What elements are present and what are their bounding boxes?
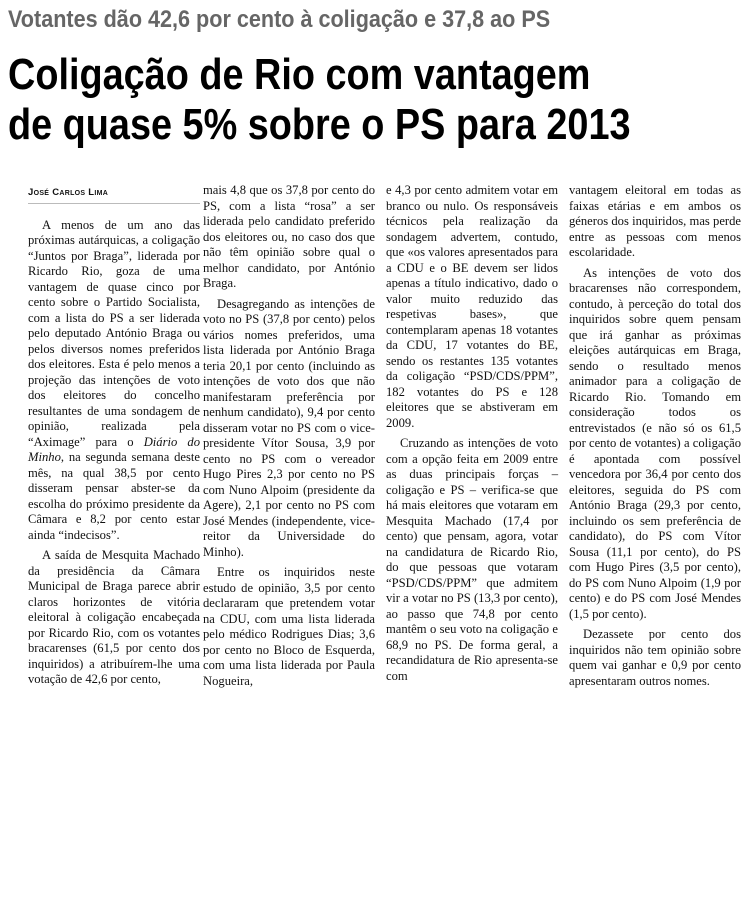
paragraph: vantagem eleitoral em todas as faixas etárias e em ambos os géneros dos inquiridos, mas perde entre as pessoas com menos escolaridade. (569, 183, 741, 259)
paragraph: Cruzando as intenções de voto com a opção feita em 2009 entre as duas principais forças – coligação e PS – verifica-se que há mais eleitores que votaram em Mesquita Machado (17,4 por cento) que pensam, agora, votar na candidatura de Ricardo Rio, do que pessoas que votaram “PSD/CDS/PPM” que admitem vir a votar no PS (13,3 por cento), ao passo que 74,8 por cento mantêm o seu voto na coligação e 68,9 no PS. De forma geral, a recandidatura de Rio apresenta-se com (386, 436, 558, 683)
paragraph: Desagregando as intenções de voto no PS (37,8 por cento) pelos vários nomes preferidos, uma lista liderada por António Braga teria 20,1 por cento (incluindo as intenções de voto dos que não manifestaram preferência por nenhum candidato), 9,4 por cento disseram votar no PS com o vice-presidente Vítor Sousa, 3,9 por cento no PS com o vereador Hugo Pires 2,3 por cento no PS com Nuno Alpoim (presidente da Agere), 2,1 por cento no PS com José Mendes (independente, vice-reitor da Universidade do Minho). (203, 296, 375, 559)
paragraph (28, 218, 200, 544)
paragraph-text: , na segunda semana deste mês, na qual 38,5 por cento disseram pensar abster-se da escolha do próximo presidente da Câmara e 8,2 por cento estar ainda “indecisos”. (28, 450, 200, 542)
article-column-3 (386, 183, 558, 689)
paragraph: e 4,3 por cento admitem votar em branco ou nulo. Os responsáveis técnicos pela realização da sondagem advertem, contudo, que «os valores apresentados para a CDU e o BE devem ser lidos apenas a título indicativo, dado o valor muito reduzido das respetivas bases», que contemplaram apenas 18 votantes da CDU, 17 votantes do BE, sendo os restantes 135 votantes da coligação “PSD/CDS/PPM”, 182 votantes do PS e 128 eleitores que se abstiveram em 2009. (386, 183, 558, 430)
paragraph: mais 4,8 que os 37,8 por cento do PS, com a lista “rosa” a ser liderada pelo candidato preferido dos eleitores ou, no caso dos que não têm opinião sobre qual o melhor candidato, por António Braga. (203, 183, 375, 290)
headline (8, 50, 644, 150)
headline-line-1: Coligação de Rio com vantagem (8, 50, 591, 99)
paragraph-text: A menos de um ano das próximas autárquicas, a coligação “Juntos por Braga”, liderada por Ricardo Rio, goza de uma vantagem de quase cinco por cento sobre o Partido Socialista, com a lista do PS a ser liderada pelo deputado António Braga ou pelos diversos nomes preferidos dos eleitores. Esta é pelo menos a projeção das intenções de voto dos eleitores do concelho resultantes de uma sondagem de opinião, realizada pela “Aximage” para o (28, 217, 200, 449)
paragraph: Dezassete por cento dos inquiridos não tem opinião sobre quem vai ganhar e 0,9 por cento apresentaram outros nomes. (569, 627, 741, 688)
kicker-subtitle: Votantes dão 42,6 por cento à coligação e 37,8 ao PS (8, 6, 551, 33)
byline: José Carlos Lima (28, 185, 200, 204)
newspaper-name: Diário do Minho (28, 434, 200, 464)
paragraph: As intenções de voto dos bracarenses não correspondem, contudo, à perceção do total dos inquiridos sobre quem pensam que irá ganhar as próximas eleições autárquicas em Braga, sendo o resultado menos animador para a coligação de Ricardo Rio. Tomando em consideração todos os entrevistados (e não só os 61,5 por cento de votantes) a coligação é apontada com possível vencedora por 36,4 por cento dos eleitores, seguida do PS com António Braga (29,3 por cento, incluindo os sem preferência de candidato), do PS com Vítor Sousa (11,1 por cento), do PS com Hugo Pires (3,5 por cento), do PS com Nuno Alpoim (1,9 por cento) e do PS com José Mendes (1,5 por cento). (569, 265, 741, 621)
article-column-1 (28, 185, 200, 693)
paragraph: A saída de Mesquita Machado da presidência da Câmara Municipal de Braga parece abrir claros horizontes de vitória eleitoral à coligação encabeçada por Ricardo Rio, com os votantes bracarenses (61,5 por cento dos inquiridos) a atribuírem-lhe uma votação de 42,6 por cento, (28, 548, 200, 686)
article-column-4 (569, 183, 741, 694)
paragraph: Entre os inquiridos neste estudo de opinião, 3,5 por cento declararam que pretendem votar na CDU, com uma lista liderada pelo médico Rodrigues Dias; 3,6 por cento no Bloco de Esquerda, com uma lista liderada por Paula Nogueira, (203, 565, 375, 688)
article-column-2 (203, 183, 375, 694)
headline-line-2: de quase 5% sobre o PS para 2013 (8, 100, 631, 149)
